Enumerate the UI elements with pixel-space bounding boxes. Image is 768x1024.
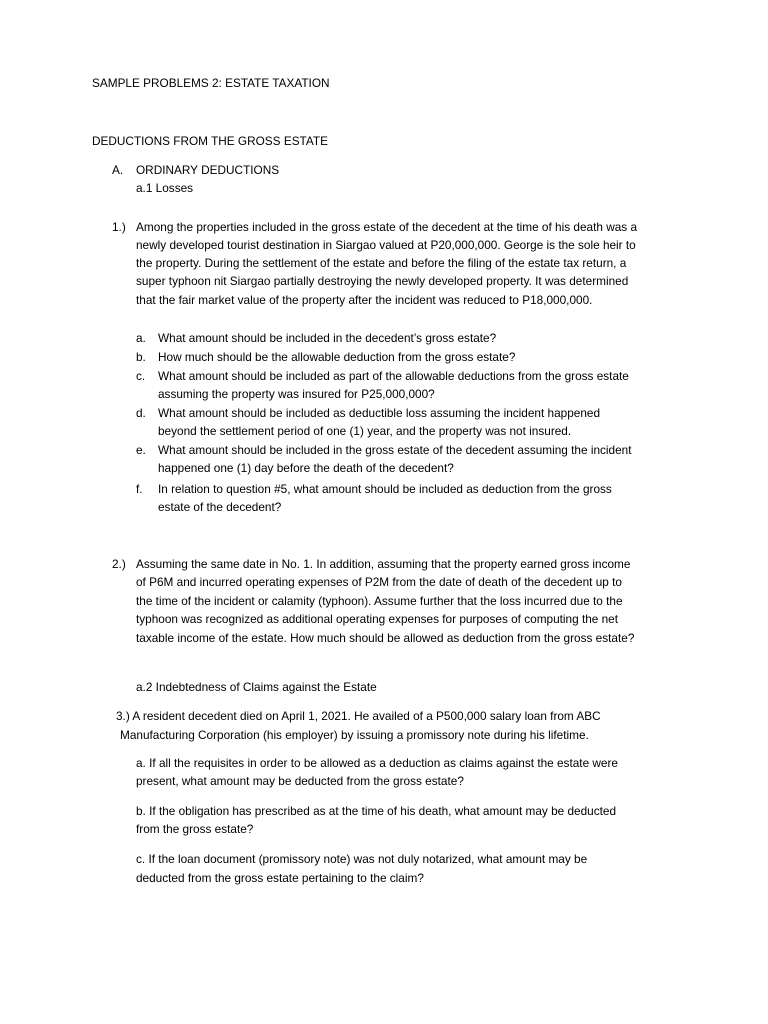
question-text: estate of the decedent? <box>158 500 282 514</box>
problem-1-line: the property. During the settlement of the estate and before the filing of the estate tax return, a <box>136 256 627 270</box>
question-text: from the gross estate? <box>136 822 254 836</box>
question-text: What amount should be included as part of the allowable deductions from the gross estate <box>158 369 629 383</box>
question-marker: b. <box>136 350 146 364</box>
problem-2-line: typhoon was recognized as additional operating expenses for purposes of computing the net <box>136 612 619 626</box>
subheading-losses: a.1 Losses <box>136 181 194 195</box>
problem-2-line: the time of the incident or calamity (typhoon). Assume further that the loss incurred due to the <box>136 594 623 608</box>
question-marker: e. <box>136 443 146 457</box>
problem-1-line: super typhoon nit Siargao partially destroying the newly developed property. It was determined <box>136 274 629 288</box>
section-heading: DEDUCTIONS FROM THE GROSS ESTATE <box>92 134 328 148</box>
question-marker: c. <box>136 369 146 383</box>
problem-1-line: Among the properties included in the gross estate of the decedent at the time of his death was a <box>136 220 638 234</box>
question-text: beyond the settlement period of one (1) year, and the property was not insured. <box>158 424 572 438</box>
question-text: How much should be the allowable deduction from the gross estate? <box>158 350 516 364</box>
question-text: In relation to question #5, what amount should be included as deduction from the gross <box>158 482 612 496</box>
problem-2-line: of P6M and incurred operating expenses of P2M from the date of death of the decedent up to <box>136 575 622 589</box>
question-text: present, what amount may be deducted from the gross estate? <box>136 774 464 788</box>
question-marker: f. <box>136 482 143 496</box>
question-text: What amount should be included in the gross estate of the decedent assuming the incident <box>158 443 632 457</box>
subsection-heading: ORDINARY DEDUCTIONS <box>136 163 280 177</box>
problem-3-line: 3.) A resident decedent died on April 1, 2021. He availed of a P500,000 salary loan from ABC <box>116 709 601 723</box>
question-text: What amount should be included as deductible loss assuming the incident happened <box>158 406 601 420</box>
subheading-indebtedness: a.2 Indebtedness of Claims against the Estate <box>136 680 377 694</box>
question-text: b. If the obligation has prescribed as at the time of his death, what amount may be deducted <box>136 804 617 818</box>
question-text: c. If the loan document (promissory note) was not duly notarized, what amount may be <box>136 852 588 866</box>
question-marker: d. <box>136 406 146 420</box>
subsection-marker: A. <box>112 163 124 177</box>
question-marker: a. <box>136 331 146 345</box>
question-text: a. If all the requisites in order to be allowed as a deduction as claims against the estate were <box>136 756 618 770</box>
document-title: SAMPLE PROBLEMS 2: ESTATE TAXATION <box>92 76 330 90</box>
problem-number-2: 2.) <box>112 557 126 571</box>
question-text: assuming the property was insured for P25,000,000? <box>158 387 435 401</box>
question-text: happened one (1) day before the death of the decedent? <box>158 461 454 475</box>
question-text: deducted from the gross estate pertaining to the claim? <box>136 871 424 885</box>
problem-1-line: newly developed tourist destination in Siargao valued at P20,000,000. George is the sole heir to <box>136 238 636 252</box>
problem-number-1: 1.) <box>112 220 126 234</box>
problem-2-line: taxable income of the estate. How much should be allowed as deduction from the gross estate? <box>136 631 635 645</box>
question-text: What amount should be included in the decedent’s gross estate? <box>158 331 497 345</box>
problem-3-line: Manufacturing Corporation (his employer) by issuing a promissory note during his lifetime. <box>120 728 589 742</box>
problem-1-line: that the fair market value of the property after the incident was reduced to P18,000,000. <box>136 293 593 307</box>
problem-2-line: Assuming the same date in No. 1. In addition, assuming that the property earned gross income <box>136 557 631 571</box>
